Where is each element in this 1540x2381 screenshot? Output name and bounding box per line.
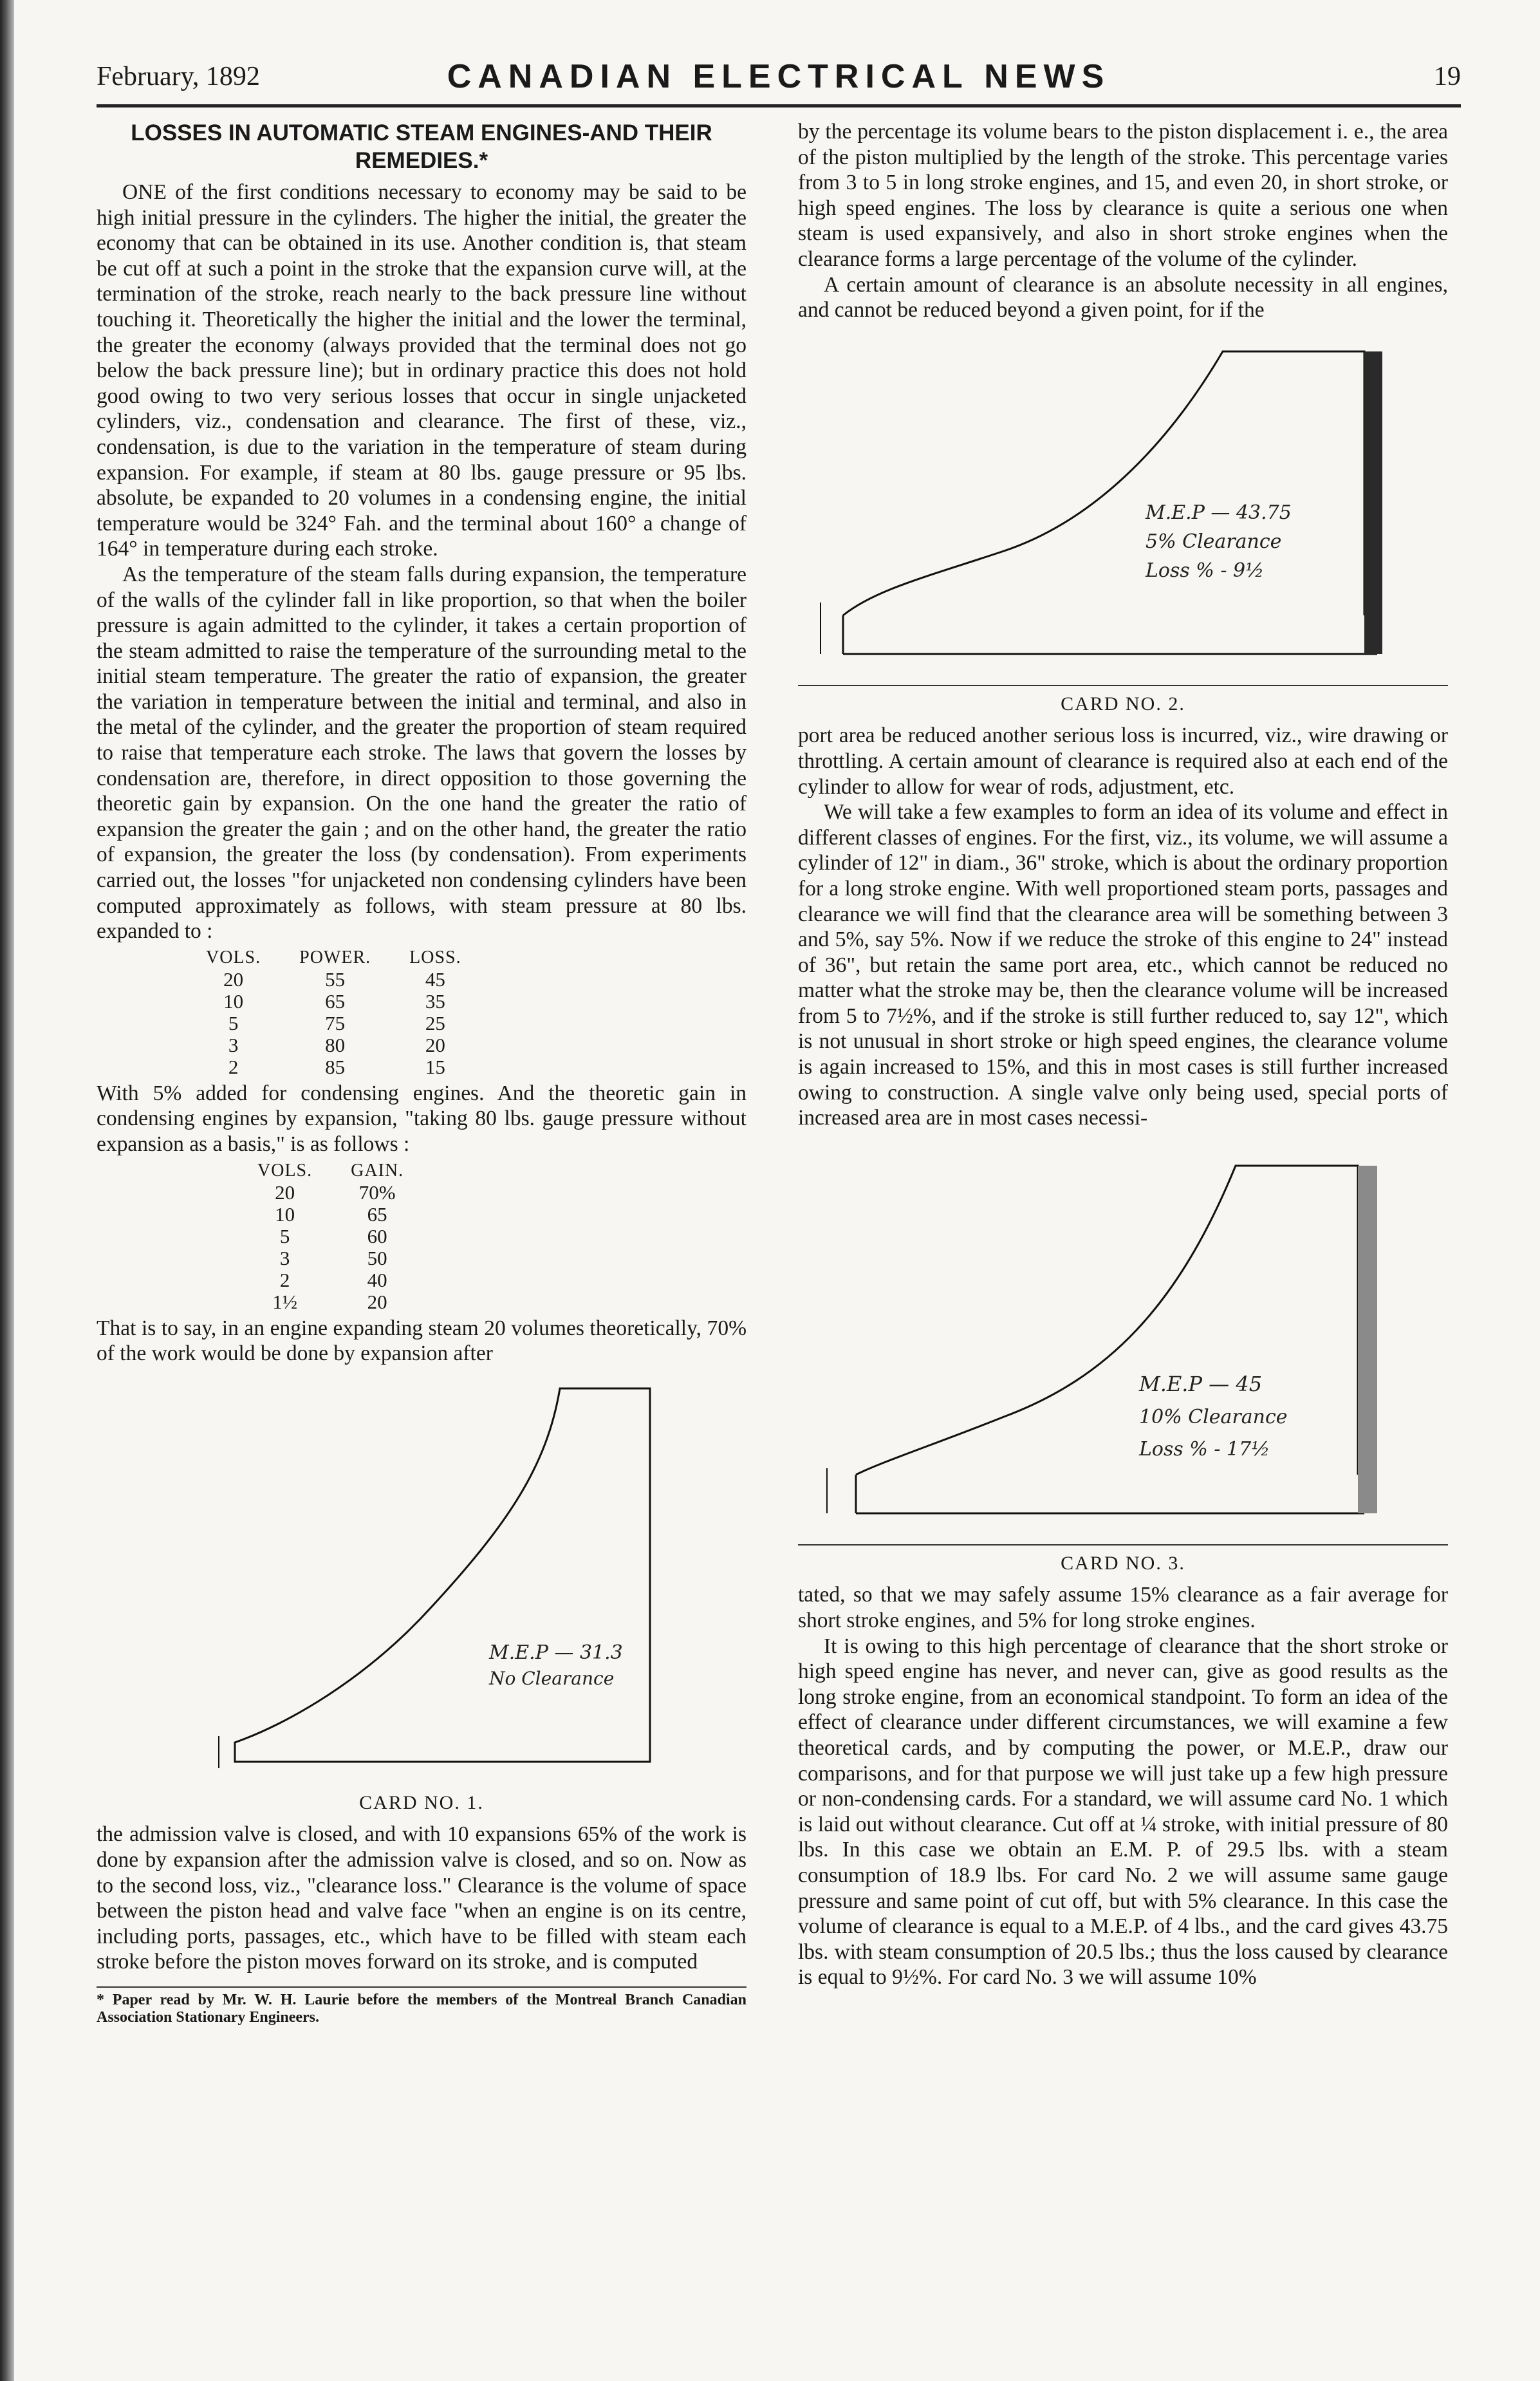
paragraph-condensation: As the temperature of the steam falls during expansion, the temperature of the walls of the cylinder fall in like proportion, so that when the boiler pressure is again admitted to the cylinder, it takes a certain proportion of the steam admitted to raise the temperature of the surrounding metal to the initial steam temperature. The greater the ratio of expansion, the greater the variation in temperature between the initial and terminal, and also in the metal of the cylinder, and the greater the proportion of steam required to raise that temperature each stroke. The laws that govern the losses by condensation are, therefore, in direct opposition to those governing the theoretic gain by expansion. On the one hand the greater the ratio of expansion the greater the gain ; and on the other hand, the greater the ratio of expansion, the greater the loss (by condensation). From experiments carried out, the losses "for unjacketed non condensing cylinders have been computed approximately as follows, with steam pressure at 80 lbs. expanded to : (97, 562, 747, 944)
table-row: 1½ 20 (272, 1290, 387, 1313)
table-row: 20 55 45 (223, 967, 445, 991)
card-3-loss-note: Loss % - 17½ (1139, 1437, 1270, 1461)
loss-table-header: VOLS. (206, 947, 261, 967)
card-1-caption: CARD NO. 1. (359, 1791, 484, 1813)
loss-table-header: LOSS. (409, 947, 461, 967)
table-row: 20 70% (275, 1181, 396, 1204)
loss-table-header: POWER. (299, 947, 371, 967)
page-edge-shadow (0, 0, 14, 2381)
paragraph-wire-drawing: port area be reduced another serious loss is incurred, viz., wire drawing or throttling. A certain amount of clearance is required also at each end of the cylinder to allow for wear of rods, adjustment, etc. (798, 724, 1448, 799)
card-2-mep-note: M.E.P — 43.75 (1146, 501, 1292, 524)
paragraph-percentage: by the percentage its volume bears to the piston displacement i. e., the area of the piston multiplied by the length of the stroke. This percentage varies from 3 to 5 in long stroke engines, and 15, and even 20, in short stroke, or high speed engines. The loss by clearance is quite a serious one when steam is used expansively, and also in short stroke engines when the clearance forms a large percentage of the volume of the cylinder. (798, 120, 1448, 271)
issue-date: February, 1892 (97, 62, 260, 91)
indicator-card-1 (97, 1376, 747, 1816)
table-row: 2 85 15 (228, 1055, 445, 1078)
card-2-diagram (798, 332, 1448, 680)
publication-title: CANADIAN ELECTRICAL NEWS (447, 58, 1111, 95)
table-row: 10 65 (275, 1202, 387, 1226)
card-2-loss-note: Loss % - 9½ (1146, 559, 1265, 582)
left-column (97, 119, 747, 2026)
table-row: 2 40 (279, 1268, 387, 1291)
header-rule (97, 104, 1461, 107)
table-row: 5 75 25 (228, 1011, 445, 1034)
card-3-mep-note: M.E.P — 45 (1139, 1371, 1263, 1396)
paragraph-clearance: the admission valve is closed, and with 10 expansions 65% of the work is done by expansion after the admission valve is closed, and so on. Now as to the second loss, viz., "clearance loss." Clearance is the volume of space between the piston head and valve face "when an engine is on its centre, including ports, passages, etc., which have to be filled with steam each stroke before the piston moves forward on its stroke, and is computed (97, 1822, 747, 1974)
paragraph-examples: We will take a few examples to form an idea of its volume and effect in different classes of engines. For the first, viz., its volume, we will assume a cylinder of 12" in diam., 36" stroke, which is about the ordinary proportion for a long stroke engine. With well proportioned steam ports, passages and clearance we will find that the clearance area will be something between 3 and 5%, say 5%. Now if we reduce the stroke of this engine to 24" instead of 36", but retain the same port area, etc., which cannot be reduced no matter what the stroke may be, then the clearance volume will be increased from 5 to 7½%, and if the stroke is still further reduced to, say 12", which is not unusual in short stroke or high speed engines, the clearance volume is again increased to 15%, and this in most cases is still further increased owing to construction. A single valve only being used, special ports of increased area are in most cases necessi- (798, 800, 1448, 1130)
indicator-card-2 (798, 332, 1448, 717)
card-2-clearance-note: 5% Clearance (1146, 530, 1282, 553)
table-row: 10 65 35 (223, 989, 445, 1013)
gain-table (257, 1160, 442, 1313)
card-3-caption: CARD NO. 3. (1061, 1552, 1185, 1574)
loss-table (206, 947, 500, 1078)
page-number: 19 (1434, 62, 1461, 91)
card-3-clearance-note: 10% Clearance (1139, 1405, 1288, 1428)
right-column (798, 119, 1448, 1990)
table-row: 3 50 (279, 1246, 387, 1269)
paragraph-gain-intro: With 5% added for condensing engines. And the theoretic gain in condensing engines by expansion, "taking 80 lbs. gauge pressure without expansion as a basis," is as follows : (97, 1081, 747, 1156)
card-1-diagram (97, 1376, 747, 1788)
gain-table-header: VOLS. (257, 1160, 313, 1181)
paragraph-average: tated, so that we may safely assume 15% clearance as a fair average for short stroke engines, and 5% for long stroke engines. (798, 1583, 1448, 1633)
card-1-clearance-note: No Clearance (489, 1667, 615, 1689)
footnote: * Paper read by Mr. W. H. Laurie before the members of the Montreal Branch Canadian Association Stationary Engineers. (97, 1986, 747, 2026)
indicator-card-3 (798, 1140, 1448, 1576)
table-row: 3 80 20 (228, 1033, 445, 1056)
gain-table-header: GAIN. (351, 1160, 404, 1181)
paragraph-cards: It is owing to this high percentage of clearance that the short stroke or high speed engine has never, and never can, give as good results as the long stroke engine, from an economical standpoint. To form an idea of the effect of clearance under different circumstances, we will examine a few theoretical cards, and by computing the power, or M.E.P., draw our comparisons, and for that purpose we will just take up a few high pressure or non-condensing cards. For a standard, we will assume card No. 1 which is laid out without clearance. Cut off at ¼ stroke, with initial pressure of 80 lbs. In this case we obtain an E.M. P. of 29.5 lbs. with a steam consumption of 18.9 lbs. For card No. 2 we will assume same gauge pressure and same point of cut off, but with 5% clearance. In this case the volume of clearance is equal to a M.E.P. of 4 lbs., and the card gives 43.75 lbs. with steam consumption of 20.5 lbs.; thus the loss caused by clearance is equal to 9½%. For card No. 3 we will assume 10% (798, 1634, 1448, 1990)
card-2-caption: CARD NO. 2. (1061, 693, 1185, 714)
paragraph-intro: ONE of the first conditions necessary to economy may be said to be high initial pressure in the cylinders. The higher the initial, the greater the economy that can be obtained in its use. Another condition is, that steam be cut off at such a point in the stroke that the expansion curve will, at the termination of the stroke, reach nearly to the back pressure line without touching it. Theoretically the higher the initial and the lower the terminal, the greater the economy (always provided that the terminal does not go below the back pressure line); but in ordinary practice this does not hold good owing to two very serious losses that occur in single unjacketed cylinders, viz., condensation and clearance. The first of these, viz., condensation, is due to the variation in the temperature of steam during expansion. For example, if steam at 80 lbs. gauge pressure or 95 lbs. absolute, be expanded to 20 volumes in a condensing engine, the initial temperature would be 324° Fah. and the terminal about 160° a change of 164° in temperature during each stroke. (97, 180, 747, 561)
table-row: 5 60 (279, 1224, 387, 1247)
card-3-diagram (798, 1140, 1448, 1539)
article-title: LOSSES IN AUTOMATIC STEAM ENGINES-AND THEIR REMEDIES.* (131, 120, 712, 173)
card-1-mep-note: M.E.P — 31.3 (489, 1641, 623, 1664)
page-header (97, 58, 1461, 100)
paragraph-gain-summary: That is to say, in an engine expanding steam 20 volumes theoretically, 70% of the work would be done by expansion after (97, 1316, 747, 1366)
paragraph-necessity: A certain amount of clearance is an absolute necessity in all engines, and cannot be reduced beyond a given point, for if the (798, 272, 1448, 322)
